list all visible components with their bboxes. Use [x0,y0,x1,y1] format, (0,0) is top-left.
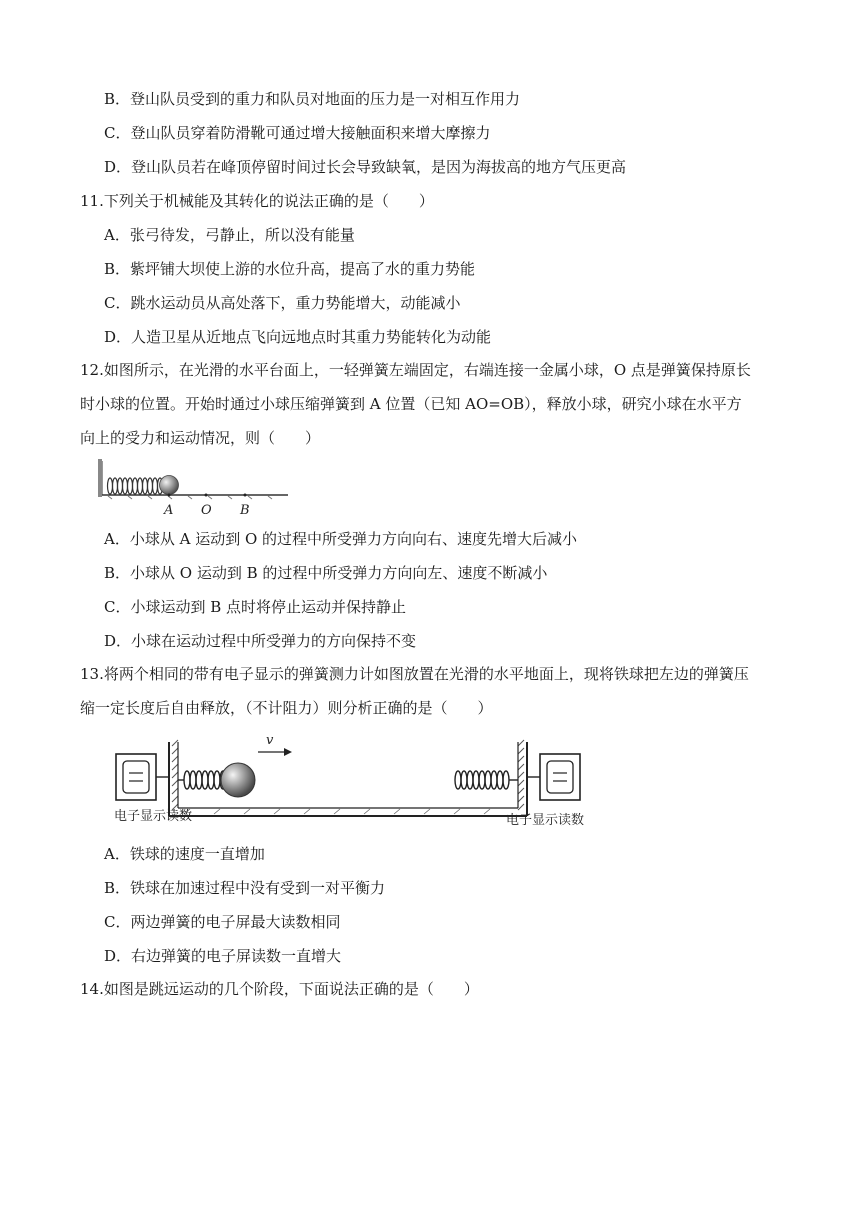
q10-option-b: B．登山队员受到的重力和队员对地面的压力是一对相互作用力 [104,90,521,108]
q13-stem-line-1: 13.将两个相同的带有电子显示的弹簧测力计如图放置在光滑的水平地面上，现将铁球把左边的弹簧压 [80,665,749,683]
spring [108,478,163,494]
q13-option-c: C．两边弹簧的电子屏最大读数相同 [104,913,341,931]
iron-ball [221,763,255,797]
q11-option-b: B．紫坪铺大坝使上游的水位升高，提高了水的重力势能 [104,260,476,278]
q12-figure-spring-ball [98,455,298,523]
q12-stem-line-2: 时小球的位置。开始时通过小球压缩弹簧到 A 位置（已知 AO=OB），释放小球，研究小球在水平方 [80,395,742,413]
q10-option-c: C．登山队员穿着防滑靴可通过增大接触面积来增大摩擦力 [104,124,491,142]
q11-option-d: D．人造卫星从近地点飞向远地点时其重力势能转化为动能 [104,328,492,346]
right-wall [518,740,527,816]
left-wall [169,740,178,816]
metal-ball [160,476,179,495]
velocity-label: v [266,733,274,748]
right-display-device [540,754,580,800]
q10-option-d: D．登山队员若在峰顶停留时间过长会导致缺氧，是因为海拔高的地方气压更高 [104,158,627,176]
q13-figure-spring-scales [114,728,604,832]
label-b: B [240,503,250,518]
left-display-label: 电子显示读数 [114,809,193,824]
q12-option-b: B．小球从 O 运动到 B 的过程中所受弹力方向向左、速度不断减小 [104,564,548,582]
label-a: A [164,503,174,518]
right-display-label: 电子显示读数 [506,813,585,828]
q13-stem-line-2: 缩一定长度后自由释放，（不计阻力）则分析正确的是（ ） [80,699,493,717]
q12-stem-line-1: 12.如图所示，在光滑的水平台面上，一轻弹簧左端固定，右端连接一金属小球，O 点是弹簧保持原长 [80,361,751,379]
q13-option-a: A．铁球的速度一直增加 [104,845,265,863]
q13-option-b: B．铁球在加速过程中没有受到一对平衡力 [104,879,386,897]
q11-stem: 11.下列关于机械能及其转化的说法正确的是（ ） [80,192,434,210]
left-display-device [116,754,156,800]
q11-option-c: C．跳水运动员从高处落下，重力势能增大，动能减小 [104,294,461,312]
q12-option-d: D．小球在运动过程中所受弹力的方向保持不变 [104,632,417,650]
q12-stem-line-3: 向上的受力和运动情况，则（ ） [80,429,321,447]
point-a-dot [168,494,171,497]
label-o: O [201,503,212,518]
point-o-dot [205,494,208,497]
right-spring [455,771,518,789]
wall [98,459,102,497]
q13-option-d: D．右边弹簧的电子屏读数一直增大 [104,947,342,965]
point-b-dot [244,494,247,497]
q14-stem: 14.如图是跳远运动的几个阶段，下面说法正确的是（ ） [80,980,479,998]
floor [169,808,527,816]
q11-option-a: A．张弓待发，弓静止，所以没有能量 [104,226,355,244]
velocity-arrow [258,748,292,756]
q12-option-c: C．小球运动到 B 点时将停止运动并保持静止 [104,598,407,616]
q12-option-a: A．小球从 A 运动到 O 的过程中所受弹力方向向右、速度先增大后减小 [104,530,578,548]
